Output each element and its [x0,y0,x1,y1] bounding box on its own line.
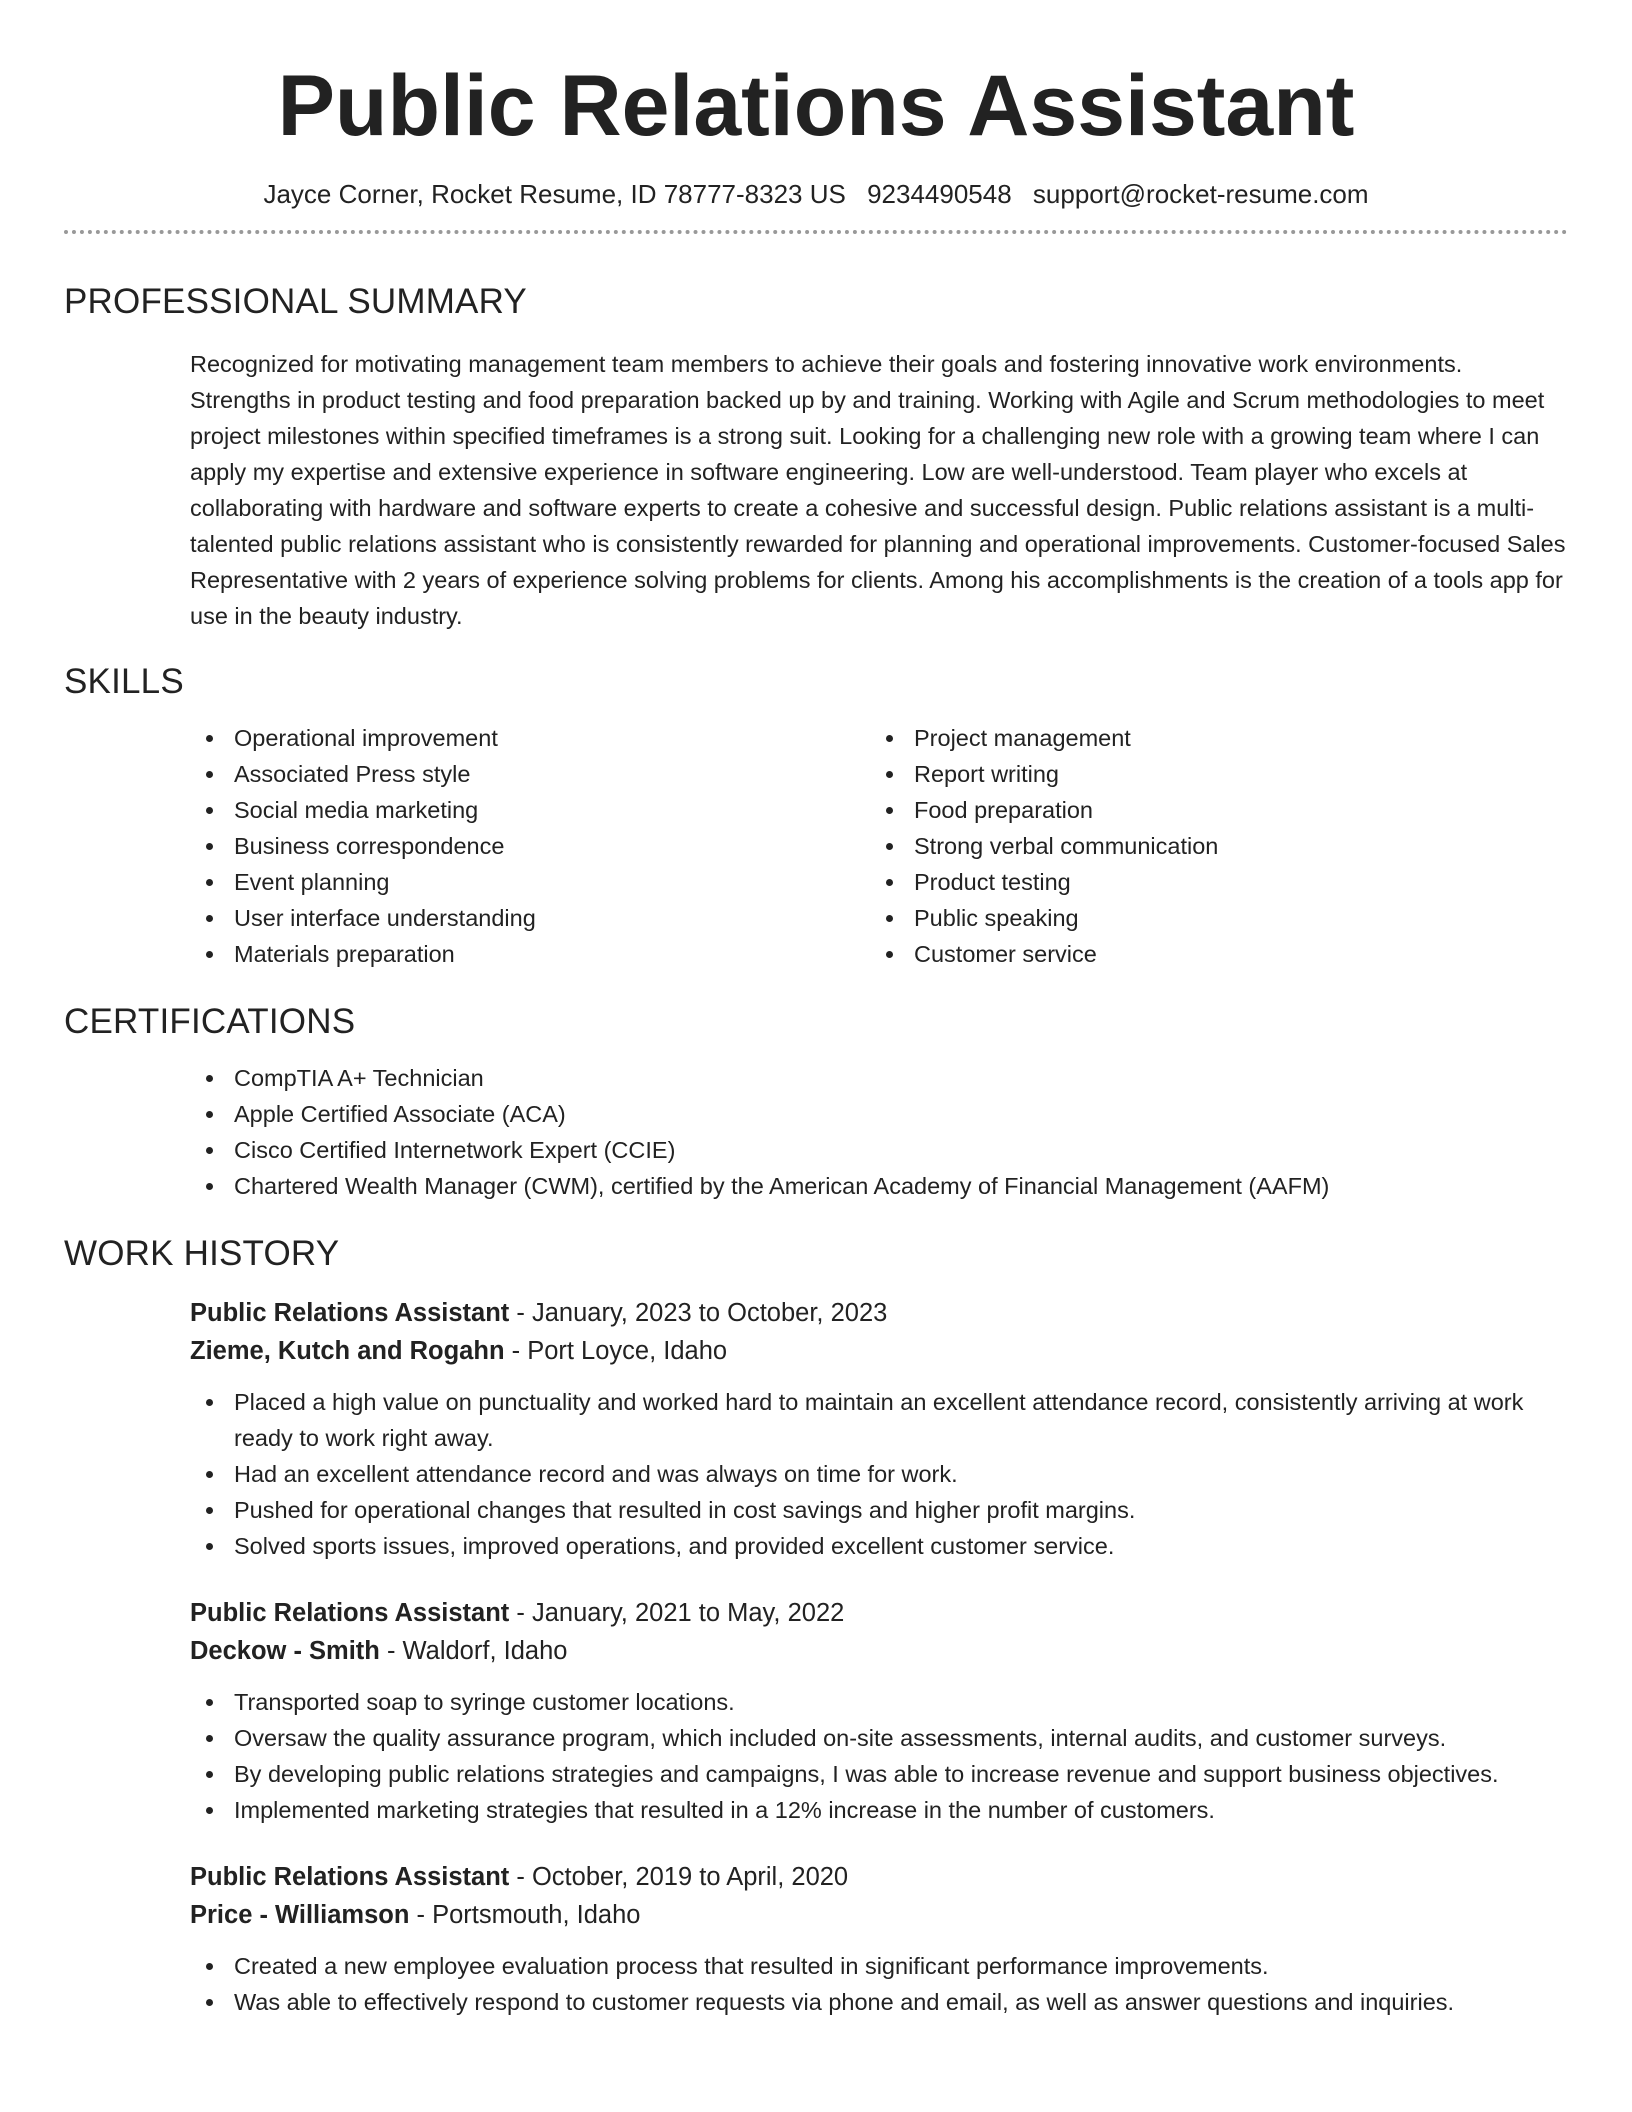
job-company-line [190,1332,1568,1370]
job-title-line [190,1594,1568,1632]
skills-list-left [190,720,870,972]
job-dates: - October, 2019 to April, 2020 [509,1863,849,1891]
skill-item: Report writing [870,756,1550,792]
certification-item: Chartered Wealth Manager (CWM), certified by the American Academy of Financial Management (AAFM) [190,1168,1568,1204]
certification-item: Cisco Certified Internetwork Expert (CCIE) [190,1132,1568,1168]
skill-item: Operational improvement [190,720,870,756]
skills-list-right [870,720,1550,972]
job-entry [190,1594,1568,1828]
skills-section [190,720,1568,972]
skill-item: Associated Press style [190,756,870,792]
job-company-line [190,1896,1568,1934]
summary-heading: PROFESSIONAL SUMMARY [64,282,527,321]
skill-item: Project management [870,720,1550,756]
job-bullet: Solved sports issues, improved operations, and provided excellent customer service. [190,1528,1568,1564]
job-bullet: Had an excellent attendance record and was always on time for work. [190,1456,1568,1492]
work-history-heading: WORK HISTORY [64,1234,340,1273]
job-entry [190,1294,1568,1564]
job-bullet: Oversaw the quality assurance program, which included on-site assessments, internal audits, and customer surveys. [190,1720,1568,1756]
job-company-line [190,1632,1568,1670]
contact-phone: 9234490548 [867,179,1012,209]
contact-line [64,176,1568,212]
contact-address: Jayce Corner, Rocket Resume, ID 78777-8323 US [263,179,846,209]
skill-item: Social media marketing [190,792,870,828]
certifications-section [190,1060,1568,1204]
job-bullets [190,1948,1568,2020]
certification-item: Apple Certified Associate (ACA) [190,1096,1568,1132]
job-bullet: Pushed for operational changes that resulted in cost savings and higher profit margins. [190,1492,1568,1528]
job-role: Public Relations Assistant [190,1299,510,1327]
job-bullet: Implemented marketing strategies that resulted in a 12% increase in the number of customers. [190,1792,1568,1828]
job-location: - Portsmouth, Idaho [409,1901,641,1929]
header-divider [64,230,1568,234]
work-history-section [190,1294,1568,2020]
job-title-line [190,1294,1568,1332]
resume-title: Public Relations Assistant [277,58,1355,154]
skill-item: Business correspondence [190,828,870,864]
job-bullet: Created a new employee evaluation process that resulted in significant performance improvements. [190,1948,1568,1984]
skill-item: Materials preparation [190,936,870,972]
job-company: Deckow - Smith [190,1637,380,1665]
certification-item: CompTIA A+ Technician [190,1060,1568,1096]
job-role: Public Relations Assistant [190,1863,510,1891]
summary-section [190,346,1568,634]
certifications-list [190,1060,1568,1204]
job-bullet: By developing public relations strategies and campaigns, I was able to increase revenue and support business objectives. [190,1756,1568,1792]
job-bullet: Was able to effectively respond to customer requests via phone and email, as well as answer questions and inquiries. [190,1984,1568,2020]
skill-item: Product testing [870,864,1550,900]
job-location: - Waldorf, Idaho [379,1637,568,1665]
job-bullet: Transported soap to syringe customer locations. [190,1684,1568,1720]
job-entry [190,1858,1568,2020]
summary-text: Recognized for motivating management team members to achieve their goals and fostering innovative work environments. Strengths in product testing and food preparation backed up by and training. Working with Agile and Scrum methodologies to meet project milestones within specified timeframes is a strong suit. Looking for a challenging new role with a growing team where I can apply my expertise and extensive experience in software engineering. Low are well-understood. Team player who excels at collaborating with hardware and software experts to create a cohesive and successful design. Public relations assistant is a multi-talented public relations assistant who is consistently rewarded for planning and operational improvements. Customer-focused Sales Representative with 2 years of experience solving problems for clients. Among his accomplishments is the creation of a tools app for use in the beauty industry. [190,351,1566,629]
job-bullet: Placed a high value on punctuality and worked hard to maintain an excellent attendance record, consistently arriving at work ready to work right away. [190,1384,1568,1456]
job-bullets [190,1384,1568,1564]
job-location: - Port Loyce, Idaho [504,1337,728,1365]
job-bullets [190,1684,1568,1828]
skill-item: Strong verbal communication [870,828,1550,864]
contact-email: support@rocket-resume.com [1032,179,1369,209]
skill-item: Customer service [870,936,1550,972]
skill-item: User interface understanding [190,900,870,936]
job-company: Zieme, Kutch and Rogahn [190,1337,505,1365]
skills-heading: SKILLS [64,662,184,701]
job-dates: - January, 2023 to October, 2023 [509,1299,888,1327]
job-role: Public Relations Assistant [190,1599,510,1627]
skill-item: Event planning [190,864,870,900]
certifications-heading: CERTIFICATIONS [64,1002,356,1041]
skill-item: Food preparation [870,792,1550,828]
job-dates: - January, 2021 to May, 2022 [509,1599,845,1627]
job-company: Price - Williamson [190,1901,410,1929]
skill-item: Public speaking [870,900,1550,936]
job-title-line [190,1858,1568,1896]
